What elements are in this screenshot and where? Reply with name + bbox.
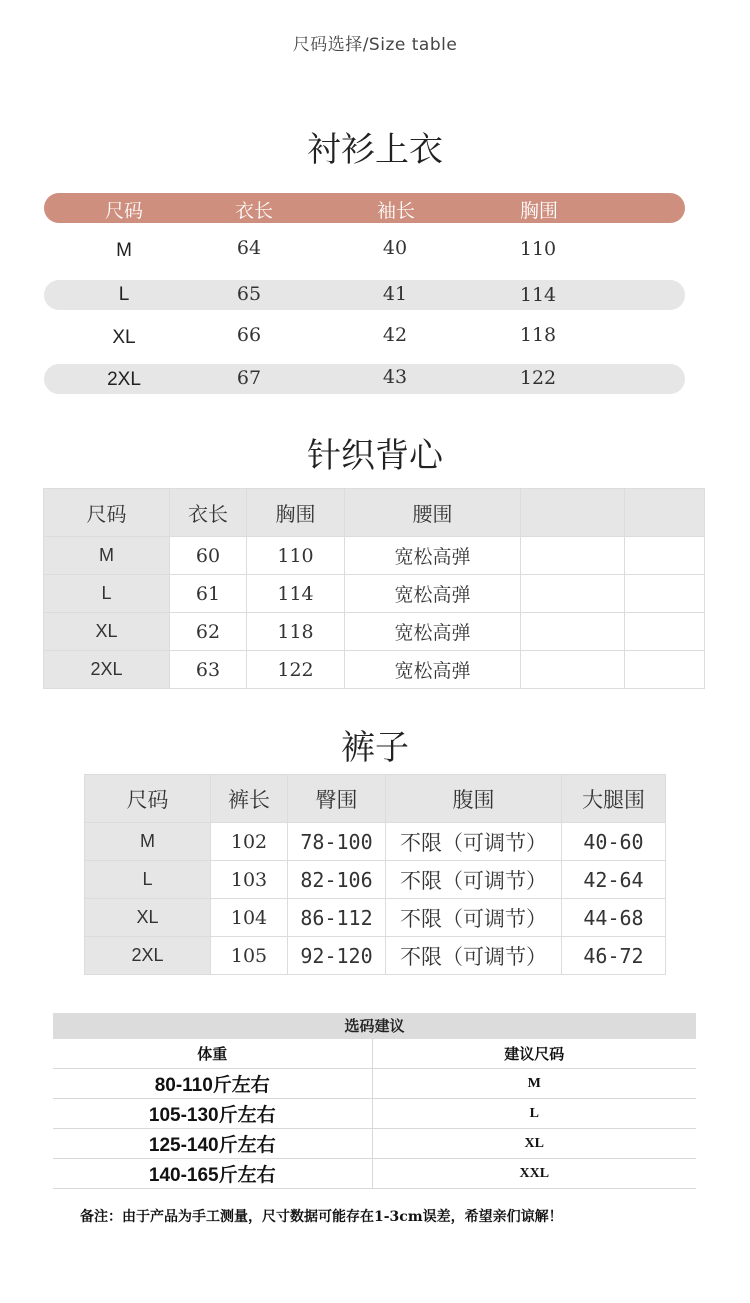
pants-header-hip: 臀围 xyxy=(288,775,386,823)
table-header-row xyxy=(85,775,666,823)
vest-cell-empty xyxy=(521,613,625,651)
shirt-cell-chest: 118 xyxy=(519,324,557,346)
page-header-title: 尺码选择/Size table xyxy=(292,35,458,55)
shirt-header-size: 尺码 xyxy=(104,200,143,222)
vest-header-empty xyxy=(521,489,625,537)
pants-cell-thigh: 44-68 xyxy=(562,899,666,937)
shirt-header-sleeve: 袖长 xyxy=(376,200,415,222)
recommend-table xyxy=(53,1039,696,1189)
vest-cell-size: 2XL xyxy=(44,651,170,689)
pants-cell-waist: 不限（可调节） xyxy=(386,823,562,861)
shirt-cell-chest: 110 xyxy=(519,238,557,260)
recommend-cell-weight: 105-130斤左右 xyxy=(53,1099,372,1129)
shirt-cell-sleeve: 42 xyxy=(382,324,408,346)
shirt-header-chest: 胸围 xyxy=(519,200,558,222)
shirt-cell-size: M xyxy=(116,240,132,261)
vest-cell-waist: 宽松高弹 xyxy=(345,537,521,575)
vest-cell-size: L xyxy=(44,575,170,613)
recommend-cell-weight: 125-140斤左右 xyxy=(53,1129,372,1159)
vest-header-chest: 胸围 xyxy=(247,489,345,537)
shirt-cell-sleeve: 40 xyxy=(382,237,408,259)
pants-cell-size: XL xyxy=(85,899,211,937)
vest-cell-empty xyxy=(625,537,705,575)
shirt-section-title: 衬衫上衣 xyxy=(307,130,443,170)
vest-cell-empty xyxy=(521,651,625,689)
vest-cell-waist: 宽松高弹 xyxy=(345,651,521,689)
shirt-header-length: 衣长 xyxy=(234,200,273,222)
table-row xyxy=(44,537,705,575)
recommend-cell-size: XXL xyxy=(372,1159,696,1189)
vest-cell-length: 61 xyxy=(170,575,247,613)
vest-cell-empty xyxy=(521,537,625,575)
pants-cell-length: 103 xyxy=(211,861,288,899)
vest-size-table xyxy=(43,488,705,689)
vest-cell-empty xyxy=(625,575,705,613)
measurement-note: 备注：由于产品为手工测量，尺寸数据可能存在1-3cm误差，希望亲们谅解！ xyxy=(80,1209,563,1225)
shirt-cell-length: 64 xyxy=(236,237,262,259)
table-row xyxy=(85,899,666,937)
table-row xyxy=(53,1099,696,1129)
recommend-cell-size: M xyxy=(372,1069,696,1099)
vest-header-size: 尺码 xyxy=(44,489,170,537)
shirt-cell-size: XL xyxy=(112,327,136,348)
recommend-cell-weight: 140-165斤左右 xyxy=(53,1159,372,1189)
pants-cell-waist: 不限（可调节） xyxy=(386,937,562,975)
table-row xyxy=(53,1069,696,1099)
pants-cell-hip: 82-106 xyxy=(288,861,386,899)
pants-cell-length: 105 xyxy=(211,937,288,975)
recommend-cell-size: XL xyxy=(372,1129,696,1159)
vest-cell-empty xyxy=(521,575,625,613)
vest-cell-length: 60 xyxy=(170,537,247,575)
vest-cell-length: 62 xyxy=(170,613,247,651)
recommend-header-size: 建议尺码 xyxy=(372,1039,696,1069)
pants-cell-waist: 不限（可调节） xyxy=(386,861,562,899)
shirt-cell-size: L xyxy=(118,284,130,305)
pants-cell-thigh: 40-60 xyxy=(562,823,666,861)
pants-cell-hip: 86-112 xyxy=(288,899,386,937)
table-row xyxy=(44,651,705,689)
vest-cell-chest: 114 xyxy=(247,575,345,613)
pants-cell-thigh: 42-64 xyxy=(562,861,666,899)
pants-cell-hip: 92-120 xyxy=(288,937,386,975)
pants-cell-size: 2XL xyxy=(85,937,211,975)
pants-cell-hip: 78-100 xyxy=(288,823,386,861)
shirt-cell-length: 65 xyxy=(236,283,262,305)
pants-section-title: 裤子 xyxy=(341,728,409,768)
table-header-row xyxy=(44,489,705,537)
table-row xyxy=(85,861,666,899)
pants-cell-length: 104 xyxy=(211,899,288,937)
pants-header-waist: 腹围 xyxy=(386,775,562,823)
pants-cell-length: 102 xyxy=(211,823,288,861)
pants-size-table xyxy=(84,774,666,975)
shirt-cell-chest: 114 xyxy=(519,284,557,306)
vest-cell-chest: 122 xyxy=(247,651,345,689)
vest-cell-chest: 118 xyxy=(247,613,345,651)
table-row xyxy=(85,823,666,861)
vest-cell-length: 63 xyxy=(170,651,247,689)
pants-cell-size: L xyxy=(85,861,211,899)
pants-header-length: 裤长 xyxy=(211,775,288,823)
pants-header-size: 尺码 xyxy=(85,775,211,823)
pants-cell-thigh: 46-72 xyxy=(562,937,666,975)
pants-cell-waist: 不限（可调节） xyxy=(386,899,562,937)
recommend-cell-size: L xyxy=(372,1099,696,1129)
shirt-cell-length: 66 xyxy=(236,324,262,346)
vest-cell-size: XL xyxy=(44,613,170,651)
recommend-cell-weight: 80-110斤左右 xyxy=(53,1069,372,1099)
pants-cell-size: M xyxy=(85,823,211,861)
vest-cell-waist: 宽松高弹 xyxy=(345,613,521,651)
vest-cell-chest: 110 xyxy=(247,537,345,575)
vest-cell-empty xyxy=(625,613,705,651)
shirt-cell-chest: 122 xyxy=(519,367,557,389)
vest-section-title: 针织背心 xyxy=(307,436,443,476)
vest-cell-size: M xyxy=(44,537,170,575)
shirt-cell-size: 2XL xyxy=(107,369,141,390)
shirt-cell-sleeve: 41 xyxy=(382,283,408,305)
recommend-table-title: 选码建议 xyxy=(53,1013,696,1039)
vest-cell-empty xyxy=(625,651,705,689)
table-row xyxy=(44,613,705,651)
vest-cell-waist: 宽松高弹 xyxy=(345,575,521,613)
table-row xyxy=(53,1159,696,1189)
table-header-row xyxy=(53,1039,696,1069)
shirt-cell-length: 67 xyxy=(236,367,262,389)
shirt-cell-sleeve: 43 xyxy=(382,366,408,388)
table-row xyxy=(85,937,666,975)
recommend-header-weight: 体重 xyxy=(53,1039,372,1069)
vest-header-waist: 腰围 xyxy=(345,489,521,537)
table-row xyxy=(44,575,705,613)
vest-header-empty xyxy=(625,489,705,537)
vest-header-length: 衣长 xyxy=(170,489,247,537)
table-row xyxy=(53,1129,696,1159)
pants-header-thigh: 大腿围 xyxy=(562,775,666,823)
